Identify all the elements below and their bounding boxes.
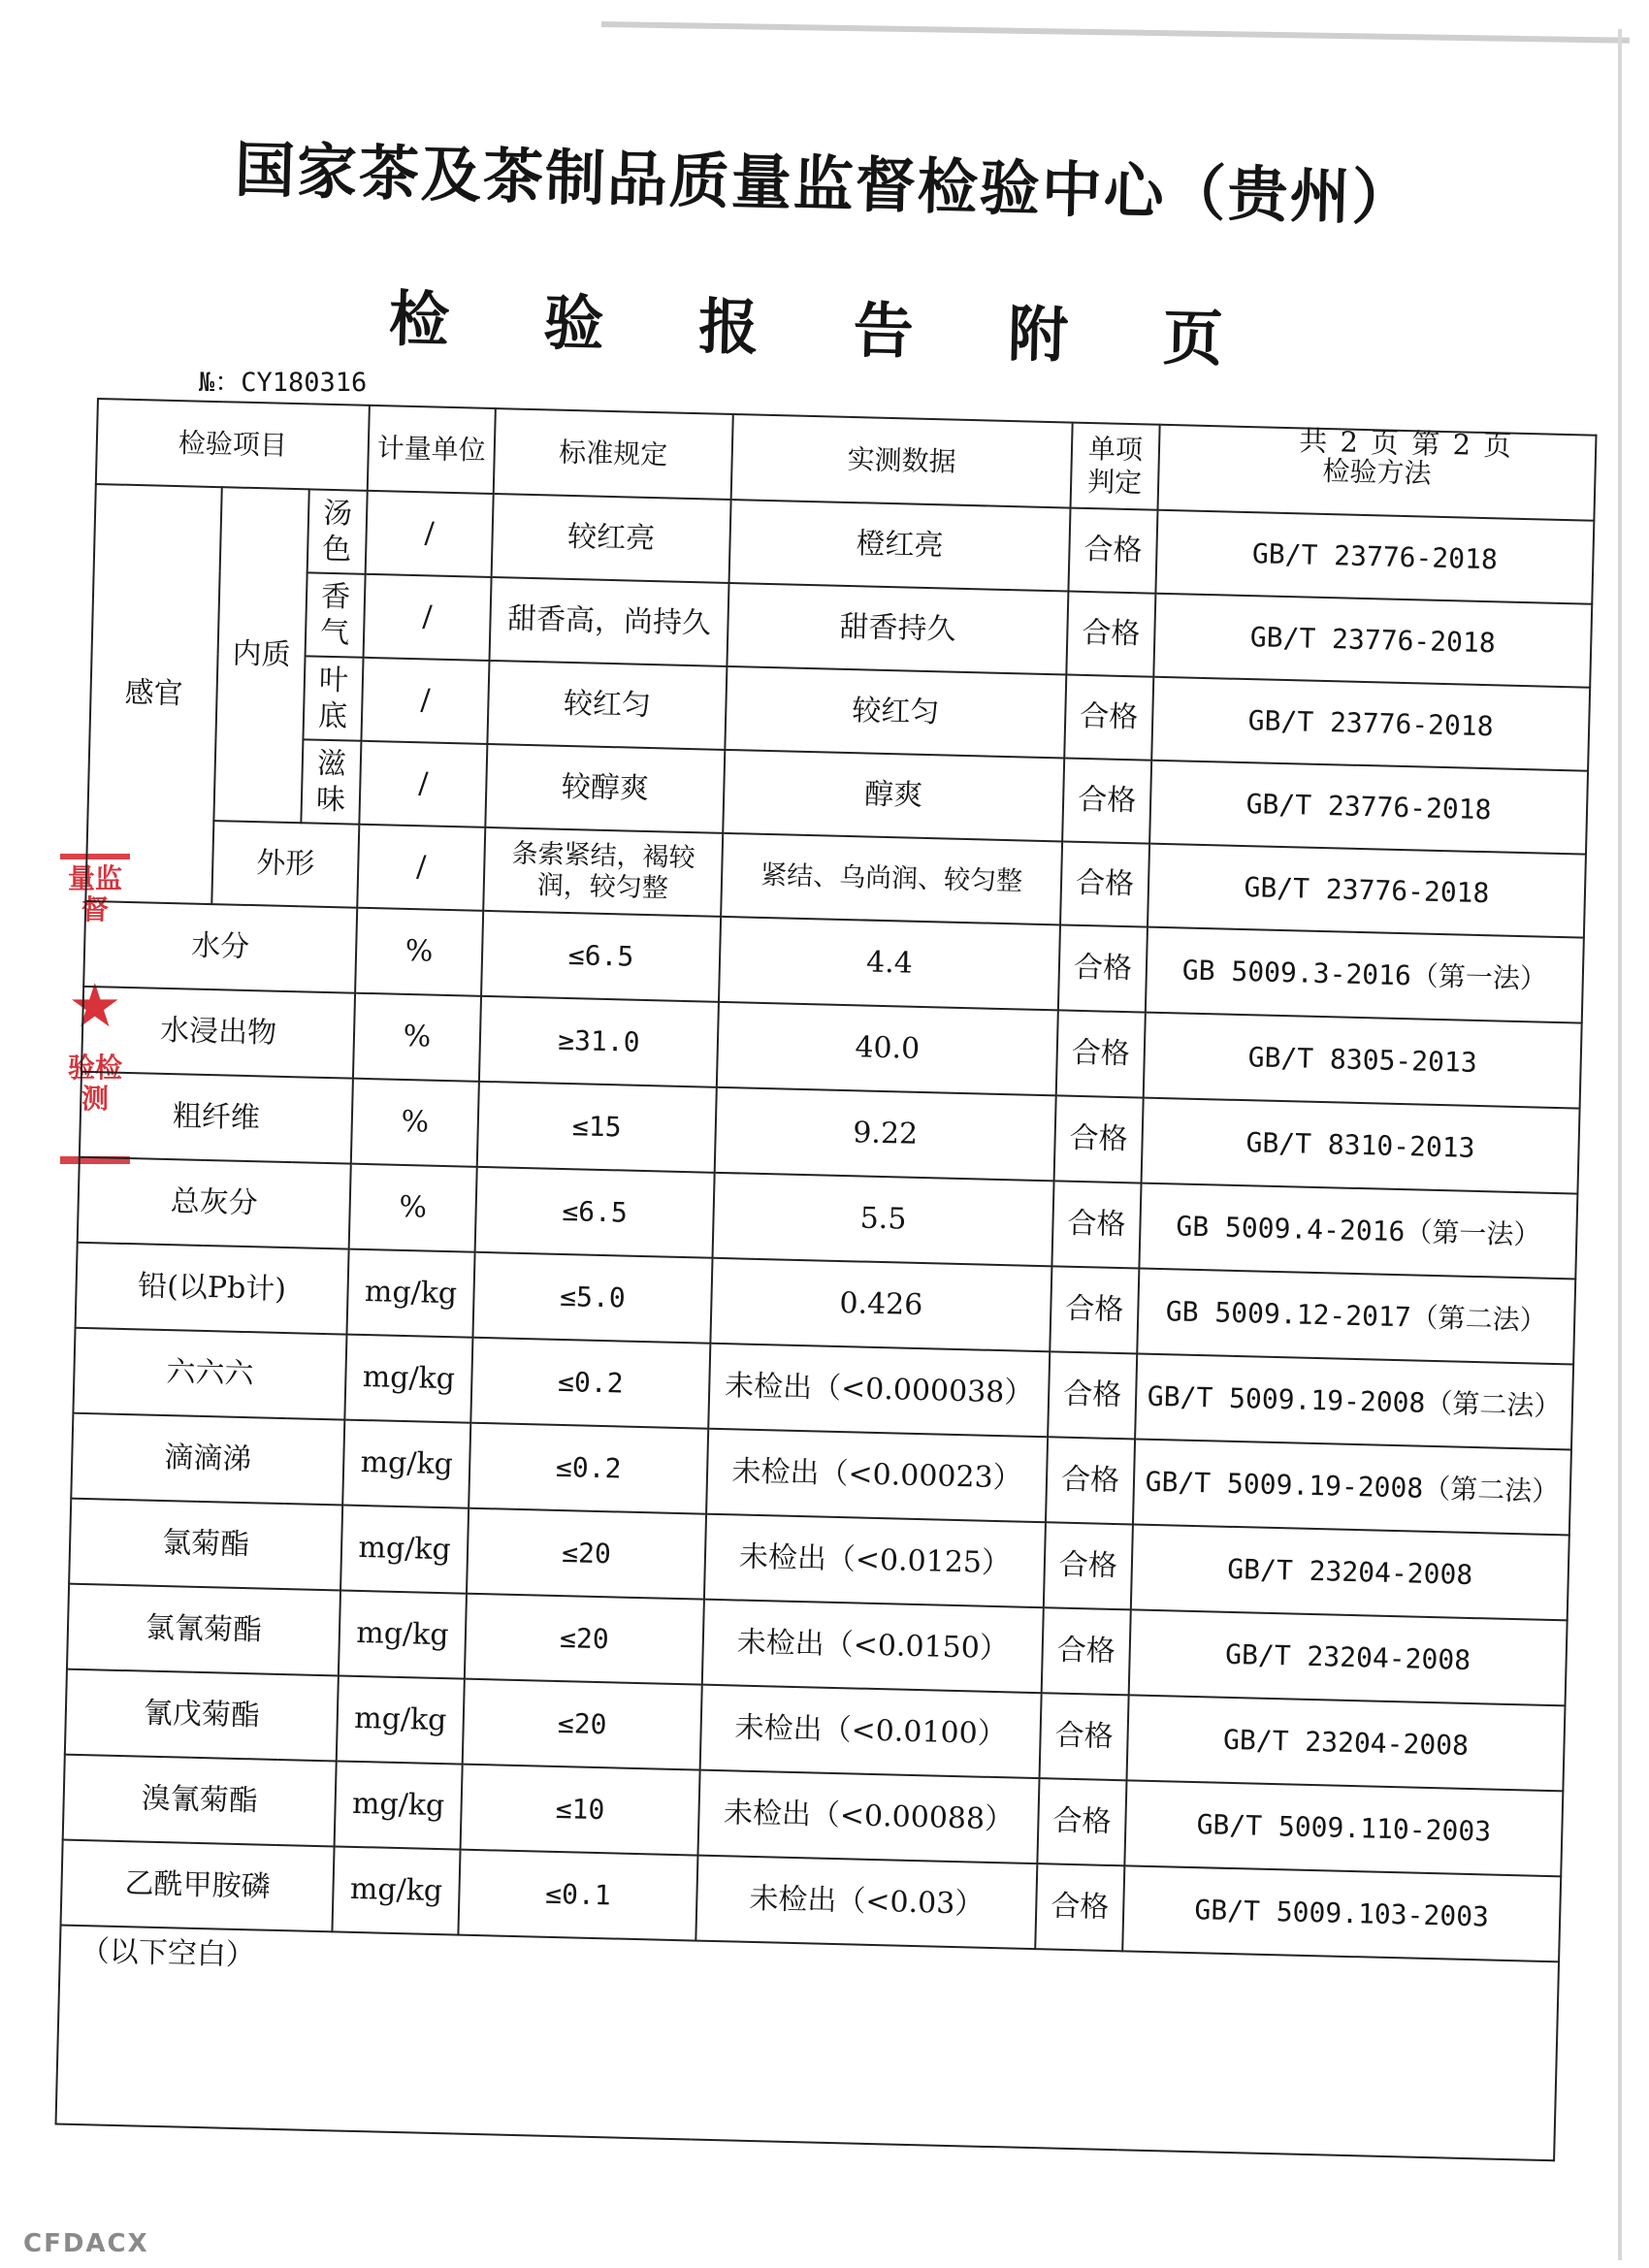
cell-item: 乙酰甲胺磷 — [61, 1840, 335, 1932]
cell-judgement: 合格 — [1066, 592, 1155, 677]
cell-method: GB/T 23776-2018 — [1149, 761, 1588, 855]
cell-judgement: 合格 — [1058, 924, 1148, 1012]
blank-note: （以下空白） — [56, 1926, 1560, 2161]
cell-unit: % — [351, 1079, 479, 1167]
inner-group-label: 内质 — [213, 487, 308, 823]
cell-standard: 较红匀 — [487, 661, 727, 750]
cell-method: GB 5009.3-2016（第一法） — [1146, 927, 1584, 1023]
cell-unit: % — [349, 1164, 477, 1252]
seal-text-top: 量监督 — [67, 862, 122, 925]
cell-standard: ≤6.5 — [475, 1167, 715, 1258]
header-standard: 标准规定 — [494, 408, 733, 500]
cell-judgement: 合格 — [1056, 1010, 1146, 1097]
cell-judgement: 合格 — [1051, 1181, 1141, 1268]
cell-judgement: 合格 — [1060, 841, 1149, 926]
cell-item: 粗纤维 — [80, 1072, 353, 1164]
cell-item: 氯菊酯 — [69, 1499, 342, 1591]
cell-method: GB/T 23776-2018 — [1148, 844, 1586, 938]
cell-standard: ≤20 — [465, 1594, 704, 1685]
cell-measured: 未检出（<0.0100） — [700, 1685, 1042, 1779]
cell-measured: 紧结、乌尚润、较匀整 — [721, 833, 1062, 925]
cell-judgement: 合格 — [1050, 1266, 1139, 1353]
cell-standard: ≤0.2 — [470, 1338, 710, 1429]
header-method: 检验方法 — [1157, 425, 1596, 521]
cell-item: 香气 — [306, 572, 366, 657]
cell-method: GB/T 23204-2008 — [1131, 1524, 1569, 1620]
results-table — [54, 398, 1597, 2161]
cell-standard: ≤6.5 — [481, 911, 721, 1002]
cell-item: 水浸出物 — [81, 987, 355, 1079]
cell-standard: ≤20 — [463, 1679, 702, 1770]
cell-unit: / — [357, 825, 485, 911]
cell-judgement: 合格 — [1062, 758, 1151, 843]
cell-unit: mg/kg — [332, 1846, 460, 1934]
cell-standard: 甜香高，尚持久 — [490, 577, 729, 666]
cell-unit: mg/kg — [337, 1675, 465, 1764]
cell-unit: / — [366, 491, 494, 577]
header-unit: 计量单位 — [368, 405, 496, 494]
cell-measured: 未检出（<0.0150） — [702, 1600, 1044, 1694]
header-item: 检验项目 — [96, 399, 370, 491]
cell-standard: ≤0.1 — [458, 1850, 697, 1941]
page-info: 共 2 页 第 2 页 — [1298, 424, 1514, 463]
cell-judgement: 合格 — [1054, 1095, 1144, 1183]
cell-measured: 未检出（<0.00088） — [697, 1770, 1039, 1864]
cell-standard: ≤10 — [461, 1765, 700, 1856]
cell-method: GB/T 5009.110-2003 — [1124, 1780, 1563, 1876]
cell-measured: 4.4 — [719, 917, 1060, 1011]
cell-measured: 未检出（<0.000038） — [708, 1344, 1050, 1438]
seal-star-icon: ★ — [68, 970, 122, 1041]
cell-unit: mg/kg — [335, 1761, 463, 1849]
cell-measured: 40.0 — [717, 1002, 1058, 1096]
cell-item: 氯氰菊酯 — [67, 1584, 340, 1676]
cell-item: 总灰分 — [78, 1157, 351, 1249]
cell-item: 六六六 — [73, 1328, 346, 1420]
cell-item: 叶底 — [303, 656, 363, 740]
cell-method: GB 5009.12-2017（第二法） — [1137, 1269, 1575, 1365]
cell-method: GB/T 23776-2018 — [1153, 594, 1592, 688]
cell-judgement: 合格 — [1046, 1437, 1135, 1524]
cell-item: 水分 — [83, 901, 357, 993]
cell-unit: % — [355, 908, 483, 996]
cell-unit: mg/kg — [346, 1249, 474, 1338]
cell-unit: % — [353, 993, 481, 1082]
cell-method: GB/T 8310-2013 — [1142, 1098, 1580, 1194]
header-judgement: 单项判定 — [1071, 423, 1160, 510]
report-number: №：CY180316 — [199, 368, 368, 398]
cell-judgement: 合格 — [1064, 675, 1153, 761]
cell-method: GB/T 5009.103-2003 — [1122, 1865, 1561, 1961]
standard-rows — [61, 901, 1584, 1961]
header-measured: 实测数据 — [731, 414, 1073, 508]
cell-standard: ≥31.0 — [479, 996, 719, 1087]
cell-standard: ≤15 — [477, 1082, 717, 1173]
blank-row — [56, 1926, 1560, 2161]
seal-text-bottom: 验检测 — [67, 1052, 122, 1115]
cell-method: GB 5009.4-2016（第一法） — [1139, 1183, 1577, 1280]
cell-standard: ≤20 — [467, 1508, 706, 1600]
cell-standard: 条索紧结，褐较润，较匀整 — [483, 827, 723, 917]
cell-standard: ≤5.0 — [472, 1252, 712, 1344]
cell-judgement: 合格 — [1048, 1351, 1137, 1439]
cell-unit: / — [361, 658, 489, 744]
cell-unit: / — [359, 741, 487, 827]
cell-measured: 未检出（<0.03） — [695, 1856, 1037, 1950]
sensory-group-label: 感官 — [85, 484, 221, 904]
cell-method: GB/T 23204-2008 — [1126, 1695, 1565, 1791]
cell-standard: ≤0.2 — [469, 1423, 708, 1514]
cell-method: GB/T 8305-2013 — [1144, 1013, 1582, 1109]
cell-measured: 9.22 — [715, 1087, 1056, 1182]
results-table-wrapper — [55, 398, 1596, 2141]
cell-item: 溴氰菊酯 — [63, 1755, 337, 1847]
cell-method: GB/T 23776-2018 — [1155, 510, 1594, 604]
report-title: 检 验 报 告 附 页 — [388, 283, 1261, 375]
cell-measured: 甜香持久 — [727, 583, 1068, 675]
cell-method: GB/T 5009.19-2008（第二法） — [1135, 1353, 1573, 1449]
cell-item: 铅(以Pb计) — [76, 1243, 349, 1335]
cell-method: GB/T 5009.19-2008（第二法） — [1133, 1439, 1571, 1535]
cell-item: 滴滴涕 — [71, 1413, 344, 1506]
cell-measured: 5.5 — [713, 1173, 1054, 1267]
cell-measured: 未检出（<0.00023） — [706, 1429, 1048, 1523]
cell-item: 滋味 — [301, 739, 361, 824]
cell-measured: 较红匀 — [725, 666, 1066, 759]
cell-unit: / — [364, 574, 492, 661]
cell-judgement: 合格 — [1068, 508, 1157, 594]
cell-method: GB/T 23204-2008 — [1129, 1609, 1568, 1705]
cell-standard: 较醇爽 — [485, 744, 725, 833]
cell-item: 氰戊菊酯 — [65, 1669, 339, 1762]
cell-standard: 较红亮 — [492, 494, 731, 583]
cell-unit: mg/kg — [340, 1506, 469, 1594]
cell-unit: mg/kg — [344, 1335, 472, 1423]
scan-edge-top — [601, 21, 1630, 44]
cell-measured: 醇爽 — [723, 750, 1064, 842]
cell-unit: mg/kg — [342, 1420, 470, 1508]
cell-judgement: 合格 — [1035, 1863, 1124, 1951]
cell-item: 外形 — [211, 821, 359, 908]
cell-unit: mg/kg — [339, 1591, 467, 1679]
cell-judgement: 合格 — [1042, 1607, 1131, 1695]
cell-judgement: 合格 — [1037, 1778, 1126, 1865]
cell-measured: 未检出（<0.0125） — [704, 1514, 1046, 1608]
cell-measured: 橙红亮 — [729, 500, 1071, 592]
watermark: CFDACX — [23, 2229, 149, 2258]
cell-method: GB/T 23776-2018 — [1151, 677, 1590, 771]
cell-measured: 0.426 — [710, 1258, 1051, 1352]
organization-name: 国家茶及茶制品质量监督检验中心（贵州） — [234, 134, 1415, 234]
cell-item: 汤色 — [307, 489, 368, 573]
cell-judgement: 合格 — [1044, 1522, 1133, 1609]
cell-judgement: 合格 — [1040, 1693, 1129, 1780]
